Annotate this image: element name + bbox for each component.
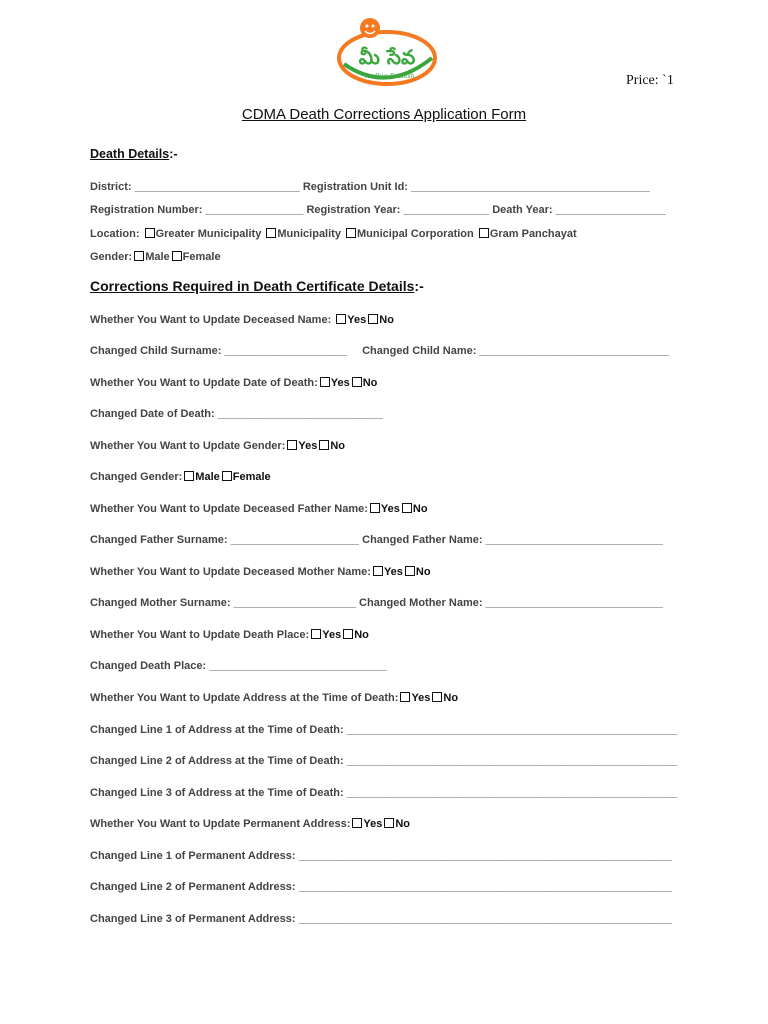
update-father-question: Whether You Want to Update Deceased Father Name:	[90, 503, 368, 515]
changed-place-row	[90, 660, 387, 672]
municipality-checkbox[interactable]	[266, 228, 276, 238]
update-name-no-checkbox[interactable]	[368, 314, 378, 324]
permanent-line3-field[interactable]: Changed Line 3 of Permanent Address: _____________________________________________________________	[90, 913, 672, 925]
logo-tagline: Andhra Pradesh	[365, 73, 415, 80]
update-gender-no-checkbox[interactable]	[319, 440, 329, 450]
form-title: CDMA Death Corrections Application Form	[241, 106, 527, 123]
child-surname-field[interactable]: Changed Child Surname: ____________________	[90, 345, 347, 357]
price	[626, 73, 674, 89]
permanent-line1-row	[90, 850, 672, 862]
permanent-line3-row	[90, 913, 672, 925]
update-mother-no-checkbox[interactable]	[405, 566, 415, 576]
registration-number-field[interactable]: Registration Number: ________________	[90, 204, 304, 216]
death-details-heading: Death Details:-	[90, 147, 178, 161]
district-row	[90, 181, 650, 193]
update-mother-row: Whether You Want to Update Deceased Mother Name: Yes No	[90, 566, 431, 578]
update-name-row: Whether You Want to Update Deceased Name: Yes No	[90, 314, 394, 326]
changed-gender-label: Changed Gender:	[90, 471, 183, 483]
changed-dod-row	[90, 408, 383, 420]
address-death-line1-field[interactable]: Changed Line 1 of Address at the Time of Death: ______________________________________________________	[90, 724, 678, 736]
greater-municipality-checkbox[interactable]	[145, 228, 155, 238]
mother-surname-field[interactable]: Changed Mother Surname: ____________________	[90, 597, 356, 609]
gender-female-label: Female	[182, 251, 221, 263]
update-place-yes-checkbox[interactable]	[311, 629, 321, 639]
update-address-death-question: Whether You Want to Update Address at the Time of Death:	[90, 692, 399, 704]
father-name-row	[90, 534, 663, 546]
gender-female-checkbox[interactable]	[172, 251, 182, 261]
municipality-label: Municipality	[277, 228, 341, 240]
location-row	[90, 228, 577, 240]
gender-male-checkbox[interactable]	[134, 251, 144, 261]
location-label: Location:	[90, 228, 140, 240]
meeseva-logo	[334, 14, 440, 92]
greater-municipality-label: Greater Municipality	[155, 228, 262, 240]
update-permanent-no-checkbox[interactable]	[384, 818, 394, 828]
update-gender-row: Whether You Want to Update Gender: Yes No	[90, 440, 345, 452]
update-mother-question: Whether You Want to Update Deceased Mother Name:	[90, 566, 371, 578]
logo-face-icon	[360, 18, 380, 38]
update-gender-question: Whether You Want to Update Gender:	[90, 440, 286, 452]
changed-gender-row: Changed Gender: Male Female	[90, 471, 271, 483]
update-permanent-address-row: Whether You Want to Update Permanent Address: Yes No	[90, 818, 410, 830]
address-death-line3-field[interactable]: Changed Line 3 of Address at the Time of Death: ______________________________________________________	[90, 787, 678, 799]
update-place-question: Whether You Want to Update Death Place:	[90, 629, 310, 641]
registration-row	[90, 204, 666, 216]
update-address-death-row: Whether You Want to Update Address at the Time of Death: Yes No	[90, 692, 459, 704]
registration-year-field[interactable]: Registration Year: ______________	[306, 204, 490, 216]
changed-dod-field[interactable]: Changed Date of Death: ___________________________	[90, 408, 383, 420]
update-father-row: Whether You Want to Update Deceased Father Name: Yes No	[90, 503, 428, 515]
update-dod-yes-checkbox[interactable]	[320, 377, 330, 387]
municipal-corporation-checkbox[interactable]	[346, 228, 356, 238]
address-death-line1-row	[90, 724, 677, 736]
update-dod-row: Whether You Want to Update Date of Death: Yes No	[90, 377, 378, 389]
gender-row	[90, 251, 221, 263]
mother-name-field[interactable]: Changed Mother Name: _____________________________	[359, 597, 663, 609]
changed-gender-male-checkbox[interactable]	[184, 471, 194, 481]
address-death-line2-row	[90, 755, 677, 767]
mother-name-row	[90, 597, 663, 609]
logo-text: మీ సేవ	[358, 45, 416, 69]
update-father-yes-checkbox[interactable]	[370, 503, 380, 513]
gram-panchayat-checkbox[interactable]	[479, 228, 489, 238]
death-details-heading-text: Death Details	[90, 147, 170, 161]
gram-panchayat-label: Gram Panchayat	[489, 228, 577, 240]
update-address-death-yes-checkbox[interactable]	[400, 692, 410, 702]
death-year-field[interactable]: Death Year: __________________	[492, 204, 666, 216]
update-address-death-no-checkbox[interactable]	[432, 692, 442, 702]
permanent-line1-field[interactable]: Changed Line 1 of Permanent Address: _____________________________________________________________	[90, 850, 672, 862]
registration-unit-field[interactable]: Registration Unit Id: _______________________________________	[302, 181, 650, 193]
address-death-line3-row	[90, 787, 677, 799]
update-name-question: Whether You Want to Update Deceased Name:	[90, 314, 335, 326]
permanent-line2-row	[90, 881, 672, 893]
changed-place-field[interactable]: Changed Death Place: _____________________________	[90, 660, 387, 672]
price-label: Price:	[626, 73, 659, 88]
child-name-field[interactable]: Changed Child Name: _______________________________	[362, 345, 670, 357]
permanent-line2-field[interactable]: Changed Line 2 of Permanent Address: _____________________________________________________________	[90, 881, 672, 893]
child-name-row	[90, 345, 669, 357]
update-name-yes-checkbox[interactable]	[336, 314, 346, 324]
changed-gender-female-checkbox[interactable]	[222, 471, 232, 481]
update-father-no-checkbox[interactable]	[402, 503, 412, 513]
update-permanent-yes-checkbox[interactable]	[352, 818, 362, 828]
price-value: `1	[662, 73, 674, 88]
district-field[interactable]: District: ___________________________	[90, 181, 300, 193]
father-name-field[interactable]: Changed Father Name: _____________________________	[362, 534, 664, 546]
update-place-row: Whether You Want to Update Death Place: Yes No	[90, 629, 369, 641]
update-dod-question: Whether You Want to Update Date of Death:	[90, 377, 318, 389]
update-gender-yes-checkbox[interactable]	[287, 440, 297, 450]
update-permanent-address-question: Whether You Want to Update Permanent Address:	[90, 818, 351, 830]
gender-male-label: Male	[145, 251, 170, 263]
update-dod-no-checkbox[interactable]	[352, 377, 362, 387]
update-place-no-checkbox[interactable]	[343, 629, 353, 639]
corrections-heading-text: Corrections Required in Death Certificate Details	[90, 278, 415, 294]
corrections-heading: Corrections Required in Death Certificate Details:-	[90, 278, 424, 294]
update-mother-yes-checkbox[interactable]	[373, 566, 383, 576]
address-death-line2-field[interactable]: Changed Line 2 of Address at the Time of Death: ______________________________________________________	[90, 755, 678, 767]
gender-label: Gender:	[90, 251, 133, 263]
municipal-corporation-label: Municipal Corporation	[357, 228, 474, 240]
father-surname-field[interactable]: Changed Father Surname: _____________________	[90, 534, 360, 546]
